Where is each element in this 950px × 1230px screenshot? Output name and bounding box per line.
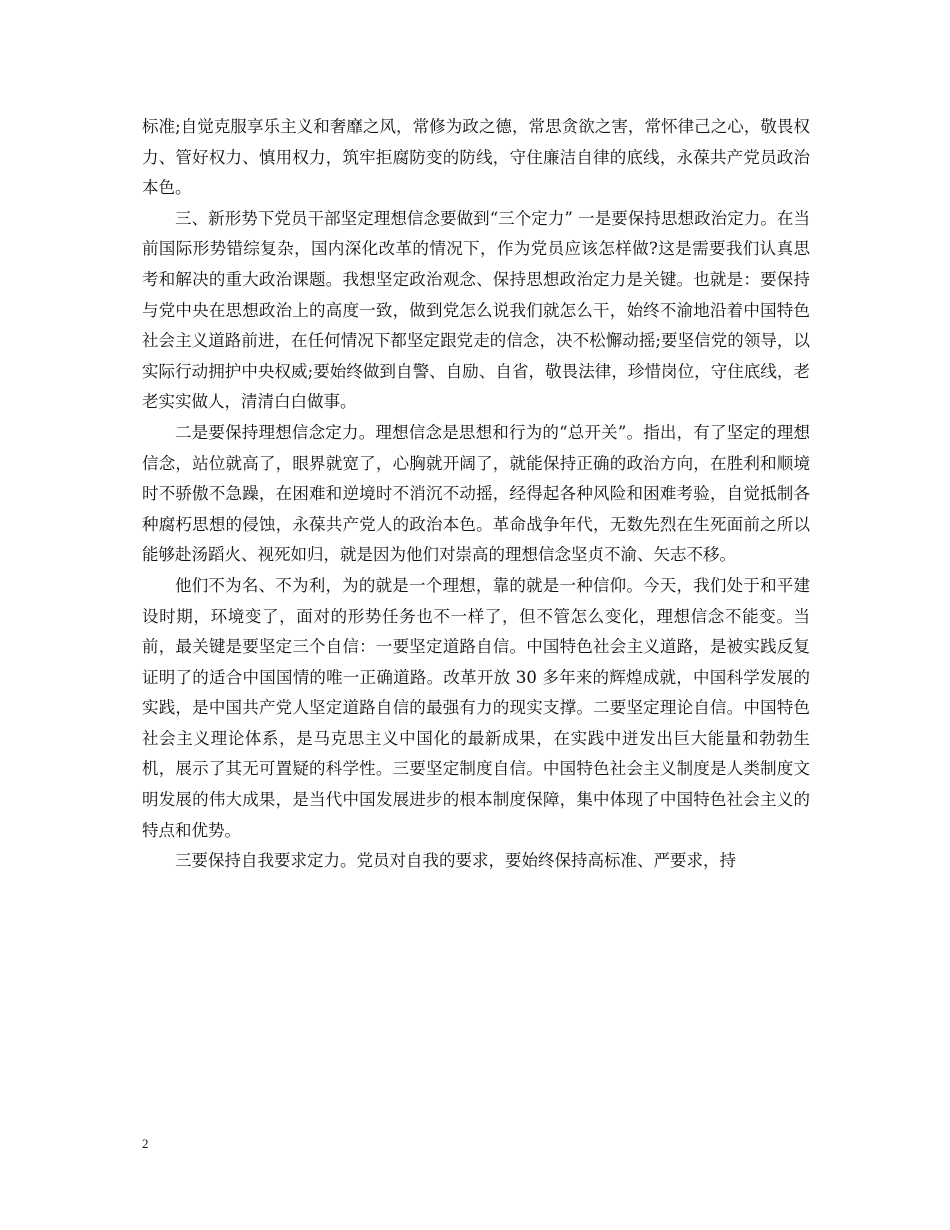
paragraph-1: 标准;自觉克服享乐主义和奢靡之风，常修为政之德，常思贪欲之害，常怀律己之心，敬畏权力、管好权力、慎用权力，筑牢拒腐防变的防线，守住廉洁自律的底线，永葆共产党员政治本色。 (142, 117, 810, 198)
paragraph-5: 三要保持自我要求定力。党员对自我的要求，要始终保持高标准、严要求，持 (175, 851, 736, 871)
paragraph-3: 二是要保持理想信念定力。理想信念是思想和行为的“总开关”。指出，有了坚定的理想信念，站位就高了，眼界就宽了，心胸就开阔了，就能保持正确的政治方向，在胜利和顺境时不骄傲不急躁，在困难和逆境时不消沉不动摇，经得起各种风险和困难考验，自觉抵制各种腐朽思想的侵蚀，永葆共产党人的政治本色。革命战争年代，无数先烈在生死面前之所以能够赴汤蹈火、视死如归，就是因为他们对崇高的理想信念坚贞不渝、矢志不移。 (142, 422, 810, 565)
paragraph-2: 三、新形势下党员干部坚定理想信念要做到“三个定力” 一是要保持思想政治定力。在当前国际形势错综复杂，国内深化改革的情况下，作为党员应该怎样做?这是需要我们认真思考和解决的重大政治课题。我想坚定政治观念、保持思想政治定力是关键。也就是：要保持与党中央在思想政治上的高度一致，做到党怎么说我们就怎么干，始终不渝地沿着中国特色社会主义道路前进，在任何情况下都坚定跟党走的信念，决不松懈动摇;要坚信党的领导，以实际行动拥护中央权威;要始终做到自警、自励、自省，敬畏法律，珍惜岗位，守住底线，老老实实做人，清清白白做事。 (142, 208, 810, 412)
page-number: 2 (142, 1136, 149, 1151)
page-body (142, 112, 810, 877)
paragraph-4: 他们不为名、不为利，为的就是一个理想，靠的就是一种信仰。今天，我们处于和平建设时期，环境变了，面对的形势任务也不一样了，但不管怎么变化，理想信念不能变。当前，最关键是要坚定三个自信：一要坚定道路自信。中国特色社会主义道路，是被实践反复证明了的适合中国国情的唯一正确道路。改革开放 30 多年来的辉煌成就，中国科学发展的实践，是中国共产党人坚定道路自信的最强有力的现实支撑。二要坚定理论自信。中国特色社会主义理论体系，是马克思主义中国化的最新成果，在实践中迸发出巨大能量和勃勃生机，展示了其无可置疑的科学性。三要坚定制度自信。中国特色社会主义制度是人类制度文明发展的伟大成果，是当代中国发展进步的根本制度保障，集中体现了中国特色社会主义的特点和优势。 (142, 575, 810, 840)
